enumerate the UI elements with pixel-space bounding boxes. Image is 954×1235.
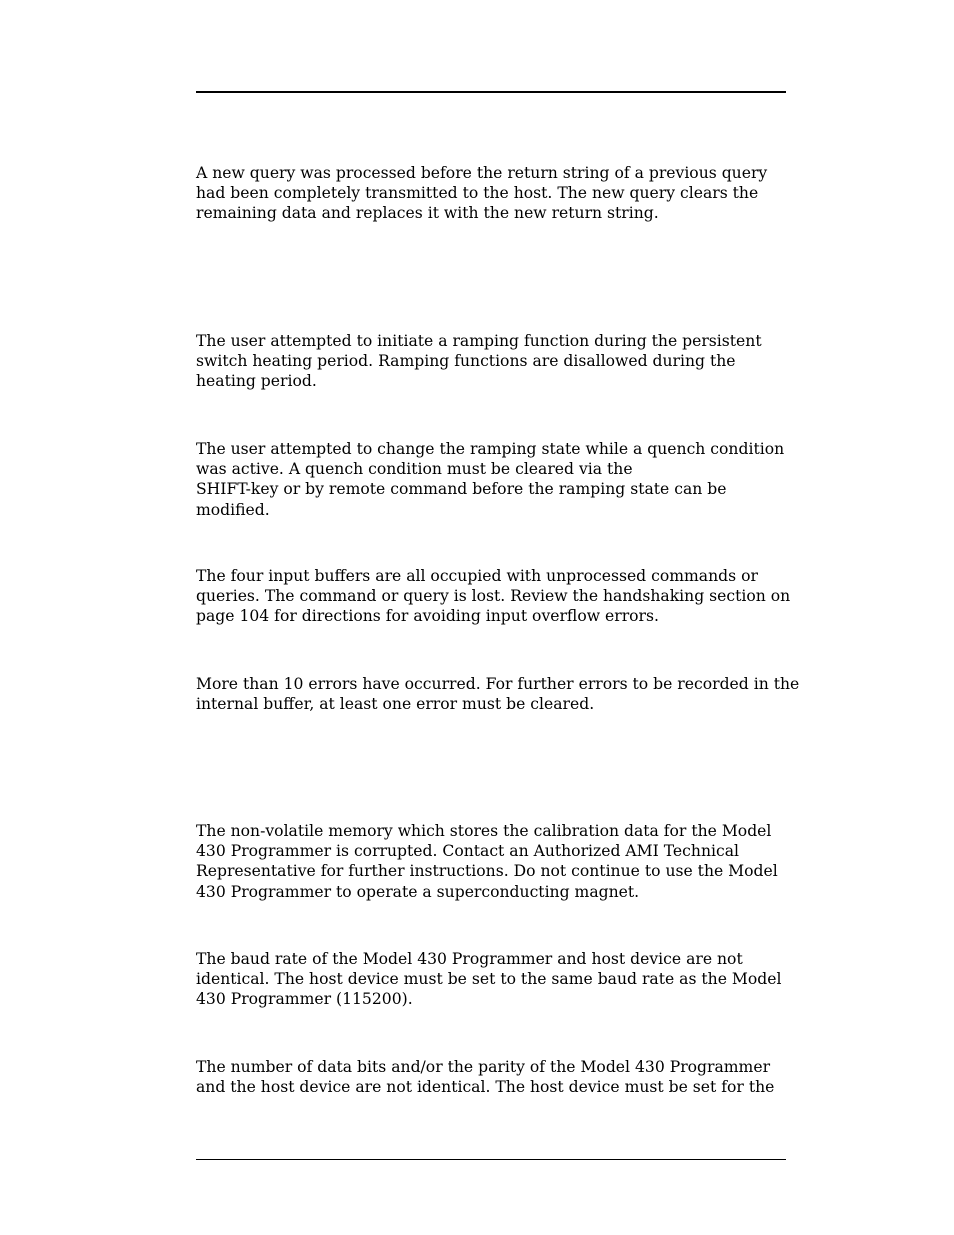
paragraph-input-overflow: The four input buffers are all occupied with unprocessed commands or queries. The command or query is lost. Review the handshaking section on page 104 for directions for avoiding input overflow errors. <box>196 567 791 626</box>
footer-rule <box>196 1159 786 1160</box>
paragraph-error-buffer-full: More than 10 errors have occurred. For further errors to be recorded in the internal buffer, at least one error must be cleared. <box>196 675 800 714</box>
paragraph-calibration-corrupted: The non-volatile memory which stores the calibration data for the Model 430 Programmer is corrupted. Contact an Authorized AMI Technical Representative for further instructions. Do not continue to use the Model 430 Programmer to operate a superconducting magnet. <box>196 822 778 901</box>
header-rule <box>196 91 786 93</box>
paragraph-ramp-during-heating: The user attempted to initiate a ramping function during the persistent switch heating period. Ramping functions are disallowed during the heating period. <box>196 332 762 391</box>
paragraph-baud-rate-mismatch: The baud rate of the Model 430 Programmer and host device are not identical. The host device must be set to the same baud rate as the Model 430 Programmer (115200). <box>196 950 782 1009</box>
paragraph-data-bits-parity-mismatch: The number of data bits and/or the parity of the Model 430 Programmer and the host device are not identical. The host device must be set for the <box>196 1058 775 1097</box>
paragraph-quench-active: The user attempted to change the ramping state while a quench condition was active. A quench condition must be cleared via the SHIFT-key or by remote command before the ramping state can be modified. <box>196 440 785 519</box>
paragraph-query-interrupted: A new query was processed before the return string of a previous query had been completely transmitted to the host. The new query clears the remaining data and replaces it with the new return string. <box>196 164 768 223</box>
